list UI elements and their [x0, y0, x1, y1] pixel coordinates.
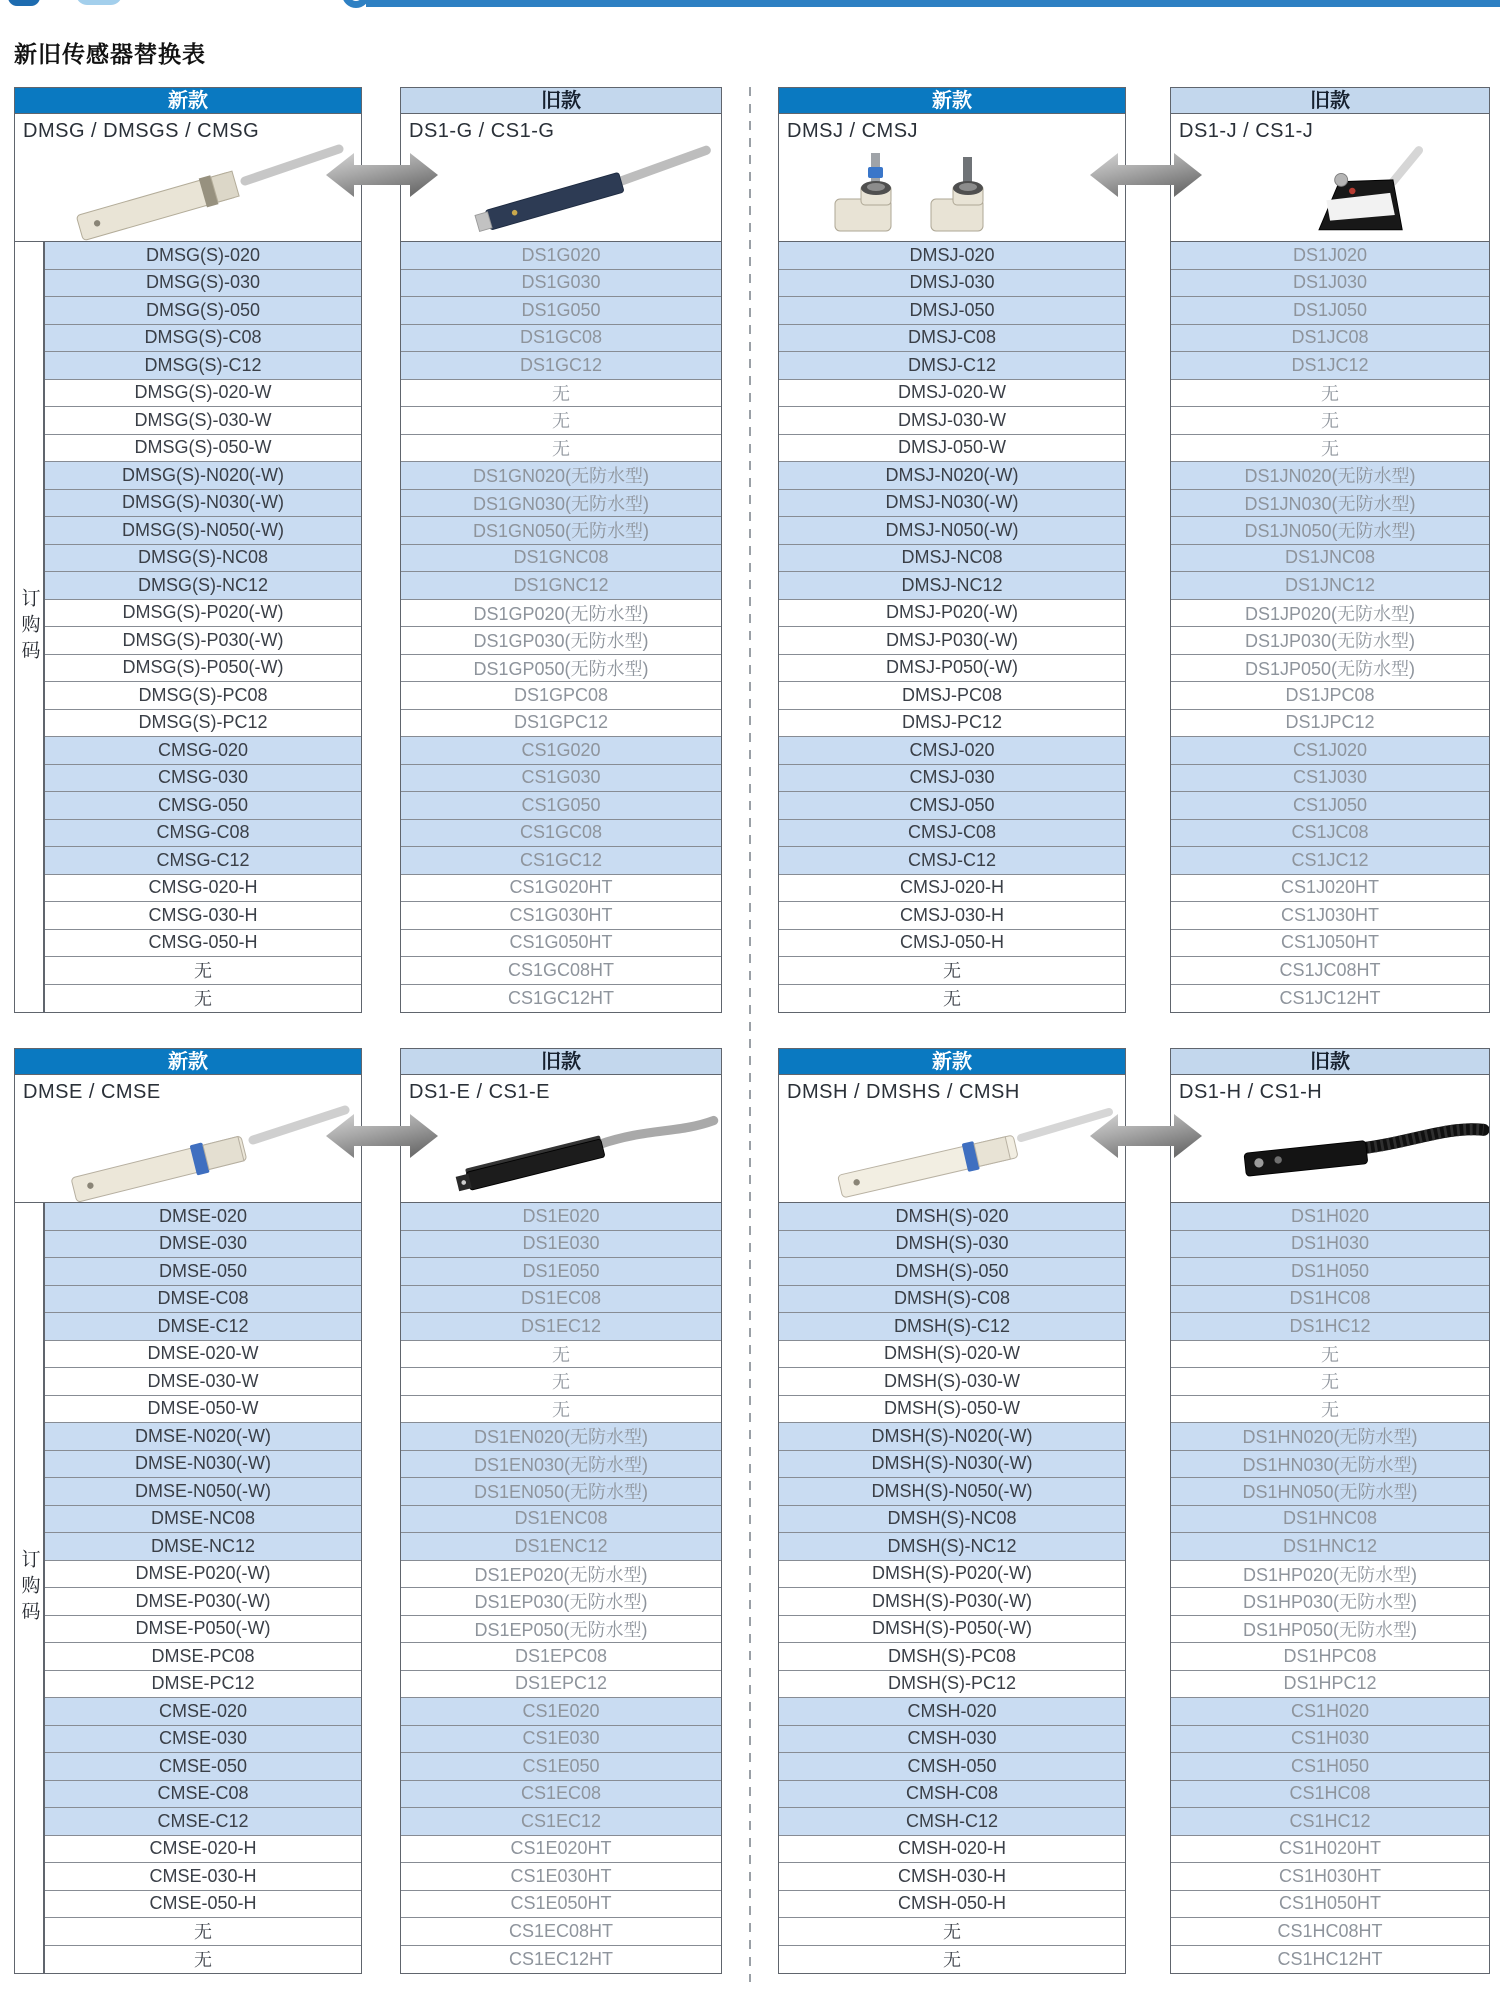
new-model-cell: CMSG-050-H	[45, 930, 361, 958]
new-model-cell: DMSH(S)-PC12	[779, 1671, 1125, 1699]
old-models-label: DS1-E / CS1-E	[409, 1081, 550, 1103]
new-column-header: 新款	[778, 1048, 1126, 1075]
new-model-cell: CMSE-030	[45, 1726, 361, 1754]
old-model-cell: DS1H050	[1171, 1258, 1489, 1286]
old-model-cell: DS1EP050(无防水型)	[401, 1616, 721, 1644]
page-title: 新旧传感器替换表	[14, 41, 206, 67]
new-model-cell: DMSG(S)-050	[45, 297, 361, 325]
old-model-cell: DS1EN030(无防水型)	[401, 1451, 721, 1479]
old-column-header: 旧款	[400, 1048, 722, 1075]
new-model-cell: CMSG-030	[45, 765, 361, 793]
old-models-label: DS1-G / CS1-G	[409, 120, 555, 142]
new-model-cell: CMSG-020	[45, 737, 361, 765]
old-model-cell: 无	[1171, 380, 1489, 408]
old-model-cell: CS1JC08HT	[1171, 957, 1489, 985]
old-model-cell: DS1G050	[401, 297, 721, 325]
old-model-cell: CS1GC12	[401, 847, 721, 875]
new-model-cell: DMSJ-N030(-W)	[779, 490, 1125, 518]
swap-arrow-icon	[1090, 1108, 1202, 1164]
old-model-cell: CS1G020	[401, 737, 721, 765]
old-model-cell: DS1GN020(无防水型)	[401, 462, 721, 490]
new-model-cell: 无	[45, 1946, 361, 1974]
new-model-cell: DMSJ-NC12	[779, 572, 1125, 600]
old-model-cell: DS1HN020(无防水型)	[1171, 1423, 1489, 1451]
new-model-cell: DMSJ-P050(-W)	[779, 655, 1125, 683]
old-model-cell: 无	[401, 1396, 721, 1424]
old-model-cell: CS1EC12HT	[401, 1946, 721, 1974]
old-model-cell: CS1HC12	[1171, 1808, 1489, 1836]
new-model-cell: DMSG(S)-NC08	[45, 545, 361, 573]
new-model-cell: CMSE-050	[45, 1753, 361, 1781]
order-code-label: 订购码	[14, 242, 44, 1013]
old-model-cell: DS1JNC12	[1171, 572, 1489, 600]
old-model-cell: DS1JC08	[1171, 325, 1489, 353]
old-column	[1170, 1048, 1490, 1974]
new-model-cell: CMSH-050-H	[779, 1891, 1125, 1919]
old-model-cell: CS1H050HT	[1171, 1891, 1489, 1919]
new-model-cell: DMSJ-050-W	[779, 435, 1125, 463]
new-column	[778, 87, 1126, 1013]
old-model-cell: DS1JN020(无防水型)	[1171, 462, 1489, 490]
new-model-cell: DMSG(S)-030	[45, 270, 361, 298]
old-model-cell: CS1H030	[1171, 1726, 1489, 1754]
new-model-cell: DMSE-030-W	[45, 1368, 361, 1396]
old-model-cell: CS1G030HT	[401, 902, 721, 930]
new-model-cell: DMSH(S)-PC08	[779, 1643, 1125, 1671]
old-model-cell: DS1JP050(无防水型)	[1171, 655, 1489, 683]
new-model-cell: DMSG(S)-020	[45, 242, 361, 270]
new-model-cell: DMSE-030	[45, 1231, 361, 1259]
dashed-divider	[749, 87, 751, 1982]
old-model-cell: DS1HPC12	[1171, 1671, 1489, 1699]
new-model-cell: CMSH-C12	[779, 1808, 1125, 1836]
new-model-cell: DMSE-P030(-W)	[45, 1588, 361, 1616]
new-model-cell: DMSE-C12	[45, 1313, 361, 1341]
old-model-cell: DS1ENC12	[401, 1533, 721, 1561]
new-model-cell: 无	[779, 1946, 1125, 1974]
top-logo-fragment-light	[76, 0, 122, 5]
old-model-cell: DS1EC08	[401, 1286, 721, 1314]
new-model-cell: DMSG(S)-N020(-W)	[45, 462, 361, 490]
top-blue-bar	[366, 0, 1500, 7]
new-model-cell: DMSE-P050(-W)	[45, 1616, 361, 1644]
new-model-cell: DMSJ-NC08	[779, 545, 1125, 573]
new-model-cell: DMSJ-PC12	[779, 710, 1125, 738]
old-model-cell: CS1J050	[1171, 792, 1489, 820]
new-model-cell: DMSE-PC12	[45, 1671, 361, 1699]
new-model-cell: DMSG(S)-NC12	[45, 572, 361, 600]
new-model-cell: DMSJ-N020(-W)	[779, 462, 1125, 490]
new-model-cell: CMSE-C12	[45, 1808, 361, 1836]
new-model-cell: DMSH(S)-N020(-W)	[779, 1423, 1125, 1451]
new-model-cell: DMSE-NC08	[45, 1506, 361, 1534]
old-model-cell: 无	[1171, 1341, 1489, 1369]
old-model-cell: CS1J030	[1171, 765, 1489, 793]
old-model-cell: DS1E020	[401, 1203, 721, 1231]
new-product-box	[14, 114, 362, 242]
new-model-cell: DMSJ-C08	[779, 325, 1125, 353]
old-model-cell: DS1JPC12	[1171, 710, 1489, 738]
new-model-cell: CMSE-C08	[45, 1781, 361, 1809]
old-rows	[1170, 1203, 1490, 1974]
old-model-cell: CS1JC12	[1171, 847, 1489, 875]
new-model-cell: DMSJ-030	[779, 270, 1125, 298]
new-model-cell: CMSJ-020	[779, 737, 1125, 765]
new-rows	[14, 1203, 362, 1974]
old-model-cell: CS1JC12HT	[1171, 985, 1489, 1013]
new-model-cell: DMSH(S)-P020(-W)	[779, 1561, 1125, 1589]
old-rows	[400, 242, 722, 1013]
new-model-cell: CMSJ-030	[779, 765, 1125, 793]
old-model-cell: 无	[401, 380, 721, 408]
old-model-cell: CS1H050	[1171, 1753, 1489, 1781]
new-product-box	[778, 114, 1126, 242]
old-model-cell: DS1GN030(无防水型)	[401, 490, 721, 518]
new-model-cell: DMSJ-020	[779, 242, 1125, 270]
old-model-cell: DS1GC12	[401, 352, 721, 380]
new-model-cell: DMSE-N030(-W)	[45, 1451, 361, 1479]
new-models-label: DMSH / DMSHS / CMSH	[787, 1081, 1020, 1103]
old-column-header: 旧款	[1170, 87, 1490, 114]
new-model-cell: DMSE-P020(-W)	[45, 1561, 361, 1589]
old-product-box	[1170, 114, 1490, 242]
old-model-cell: CS1E030HT	[401, 1863, 721, 1891]
new-model-cell: CMSE-030-H	[45, 1863, 361, 1891]
old-model-cell: CS1E020	[401, 1698, 721, 1726]
ds1e-sensor-image	[401, 1102, 721, 1202]
swap-arrow-icon	[326, 1108, 438, 1164]
old-model-cell: CS1GC08HT	[401, 957, 721, 985]
new-model-cell: DMSH(S)-P050(-W)	[779, 1616, 1125, 1644]
dmsh-sensor-image	[779, 1102, 1125, 1202]
new-model-cell: DMSH(S)-050-W	[779, 1396, 1125, 1424]
new-model-cell: DMSJ-030-W	[779, 407, 1125, 435]
old-model-cell: DS1HPC08	[1171, 1643, 1489, 1671]
old-model-cell: CS1H020	[1171, 1698, 1489, 1726]
old-product-box	[1170, 1075, 1490, 1203]
new-model-cell: DMSG(S)-PC08	[45, 682, 361, 710]
old-model-cell: CS1E030	[401, 1726, 721, 1754]
swap-arrow-icon	[1090, 147, 1202, 203]
old-model-cell: DS1GP020(无防水型)	[401, 600, 721, 628]
new-model-cell: CMSG-050	[45, 792, 361, 820]
new-model-cell: DMSH(S)-020	[779, 1203, 1125, 1231]
old-model-cell: DS1JP020(无防水型)	[1171, 600, 1489, 628]
new-product-box	[778, 1075, 1126, 1203]
old-model-cell: CS1E050	[401, 1753, 721, 1781]
new-column	[14, 1048, 362, 1974]
new-model-cell: DMSE-050-W	[45, 1396, 361, 1424]
old-model-cell: DS1HNC12	[1171, 1533, 1489, 1561]
new-model-cell: DMSH(S)-P030(-W)	[779, 1588, 1125, 1616]
ds1g-sensor-image	[401, 141, 721, 241]
old-model-cell: DS1EN020(无防水型)	[401, 1423, 721, 1451]
swap-arrow-icon	[326, 147, 438, 203]
old-model-cell: CS1J030HT	[1171, 902, 1489, 930]
old-model-cell: DS1JP030(无防水型)	[1171, 627, 1489, 655]
new-model-cell: CMSE-020	[45, 1698, 361, 1726]
old-model-cell: 无	[1171, 435, 1489, 463]
old-model-cell: DS1HN030(无防水型)	[1171, 1451, 1489, 1479]
old-model-cell: CS1J020HT	[1171, 875, 1489, 903]
new-model-cell: DMSE-PC08	[45, 1643, 361, 1671]
new-model-cell: CMSJ-050-H	[779, 930, 1125, 958]
old-model-cell: DS1GN050(无防水型)	[401, 517, 721, 545]
old-model-cell: DS1G030	[401, 270, 721, 298]
old-model-cell: DS1HC12	[1171, 1313, 1489, 1341]
old-model-cell: 无	[401, 1368, 721, 1396]
old-model-cells	[400, 1203, 722, 1974]
new-column-header: 新款	[778, 87, 1126, 114]
new-model-cell: DMSG(S)-C12	[45, 352, 361, 380]
new-model-cell: DMSJ-020-W	[779, 380, 1125, 408]
old-model-cell: CS1EC12	[401, 1808, 721, 1836]
new-model-cell: CMSH-030	[779, 1726, 1125, 1754]
new-model-cell: 无	[779, 1918, 1125, 1946]
new-model-cell: DMSJ-C12	[779, 352, 1125, 380]
old-model-cell: CS1GC08	[401, 820, 721, 848]
old-model-cell: DS1EP020(无防水型)	[401, 1561, 721, 1589]
new-column	[778, 1048, 1126, 1974]
new-model-cell: DMSE-020	[45, 1203, 361, 1231]
dmsg-sensor-image	[15, 141, 361, 241]
new-model-cells	[44, 1203, 362, 1974]
new-model-cell: CMSE-050-H	[45, 1891, 361, 1919]
new-model-cell: DMSG(S)-C08	[45, 325, 361, 353]
dmse-sensor-image	[15, 1102, 361, 1202]
new-model-cell: CMSG-C12	[45, 847, 361, 875]
new-product-box	[14, 1075, 362, 1203]
new-model-cell: CMSJ-C08	[779, 820, 1125, 848]
new-model-cell: CMSJ-050	[779, 792, 1125, 820]
old-model-cell: DS1HC08	[1171, 1286, 1489, 1314]
new-model-cell: DMSH(S)-C12	[779, 1313, 1125, 1341]
new-model-cell: DMSH(S)-020-W	[779, 1341, 1125, 1369]
new-model-cell: DMSG(S)-020-W	[45, 380, 361, 408]
old-column-header: 旧款	[1170, 1048, 1490, 1075]
old-model-cell: 无	[1171, 1368, 1489, 1396]
old-model-cell: DS1GPC12	[401, 710, 721, 738]
old-model-cell: CS1HC12HT	[1171, 1946, 1489, 1974]
new-model-cell: DMSH(S)-030-W	[779, 1368, 1125, 1396]
old-column-header: 旧款	[400, 87, 722, 114]
new-model-cell: CMSJ-C12	[779, 847, 1125, 875]
old-model-cell: DS1EP030(无防水型)	[401, 1588, 721, 1616]
old-model-cell: CS1HC08	[1171, 1781, 1489, 1809]
old-model-cells	[1170, 242, 1490, 1013]
new-model-cell: CMSE-020-H	[45, 1836, 361, 1864]
old-model-cells	[1170, 1203, 1490, 1974]
new-model-cell: CMSH-030-H	[779, 1863, 1125, 1891]
top-logo-fragment	[8, 0, 40, 6]
new-model-cells	[778, 1203, 1126, 1974]
new-model-cell: DMSE-N020(-W)	[45, 1423, 361, 1451]
old-model-cell: DS1GP050(无防水型)	[401, 655, 721, 683]
new-model-cell: 无	[779, 985, 1125, 1013]
old-model-cell: DS1G020	[401, 242, 721, 270]
old-product-box	[400, 114, 722, 242]
new-rows	[778, 1203, 1126, 1974]
old-model-cell: DS1JNC08	[1171, 545, 1489, 573]
new-model-cell: CMSH-C08	[779, 1781, 1125, 1809]
new-model-cell: DMSE-N050(-W)	[45, 1478, 361, 1506]
old-model-cell: DS1J030	[1171, 270, 1489, 298]
new-model-cell: DMSH(S)-NC08	[779, 1506, 1125, 1534]
old-model-cell: CS1G050HT	[401, 930, 721, 958]
old-model-cell: CS1H020HT	[1171, 1836, 1489, 1864]
new-model-cell: DMSJ-P030(-W)	[779, 627, 1125, 655]
new-models-label: DMSE / CMSE	[23, 1081, 161, 1103]
old-model-cell: DS1EPC08	[401, 1643, 721, 1671]
new-model-cell: DMSG(S)-N050(-W)	[45, 517, 361, 545]
new-model-cell: CMSH-020-H	[779, 1836, 1125, 1864]
old-model-cell: DS1HP020(无防水型)	[1171, 1561, 1489, 1589]
new-model-cells	[778, 242, 1126, 1013]
old-model-cell: CS1G030	[401, 765, 721, 793]
old-model-cell: CS1G020HT	[401, 875, 721, 903]
old-model-cell: DS1E030	[401, 1231, 721, 1259]
ds1j-sensor-image	[1171, 141, 1490, 241]
old-model-cell: DS1GC08	[401, 325, 721, 353]
new-column	[14, 87, 362, 1013]
old-model-cell: CS1E050HT	[401, 1891, 721, 1919]
old-model-cell: DS1HP030(无防水型)	[1171, 1588, 1489, 1616]
old-model-cell: CS1H030HT	[1171, 1863, 1489, 1891]
old-model-cell: DS1GPC08	[401, 682, 721, 710]
ds1h-sensor-image	[1171, 1102, 1490, 1202]
old-model-cell: DS1EC12	[401, 1313, 721, 1341]
old-model-cell: DS1GNC08	[401, 545, 721, 573]
new-model-cell: 无	[45, 1918, 361, 1946]
old-model-cell: DS1HP050(无防水型)	[1171, 1616, 1489, 1644]
new-model-cell: DMSE-C08	[45, 1286, 361, 1314]
new-model-cell: DMSG(S)-050-W	[45, 435, 361, 463]
new-model-cell: CMSG-020-H	[45, 875, 361, 903]
old-model-cell: 无	[401, 1341, 721, 1369]
old-model-cell: DS1GP030(无防水型)	[401, 627, 721, 655]
new-model-cell: DMSG(S)-030-W	[45, 407, 361, 435]
new-column-header: 新款	[14, 1048, 362, 1075]
old-model-cell: DS1HNC08	[1171, 1506, 1489, 1534]
order-code-label: 订购码	[14, 1203, 44, 1974]
old-model-cell: CS1EC08HT	[401, 1918, 721, 1946]
new-model-cell: DMSH(S)-050	[779, 1258, 1125, 1286]
old-model-cell: CS1J050HT	[1171, 930, 1489, 958]
old-model-cell: CS1G050	[401, 792, 721, 820]
new-model-cell: 无	[779, 957, 1125, 985]
new-models-label: DMSG / DMSGS / CMSG	[23, 120, 260, 142]
old-model-cell: DS1H030	[1171, 1231, 1489, 1259]
old-model-cell: DS1EPC12	[401, 1671, 721, 1699]
old-model-cell: DS1J050	[1171, 297, 1489, 325]
new-model-cell: DMSE-050	[45, 1258, 361, 1286]
new-model-cells	[44, 242, 362, 1013]
old-model-cell: DS1JC12	[1171, 352, 1489, 380]
new-model-cell: DMSH(S)-030	[779, 1231, 1125, 1259]
old-models-label: DS1-H / CS1-H	[1179, 1081, 1323, 1103]
old-model-cell: CS1J020	[1171, 737, 1489, 765]
old-model-cell: DS1GNC12	[401, 572, 721, 600]
old-model-cell: DS1E050	[401, 1258, 721, 1286]
old-model-cell: CS1JC08	[1171, 820, 1489, 848]
old-model-cell: DS1JPC08	[1171, 682, 1489, 710]
new-model-cell: DMSJ-N050(-W)	[779, 517, 1125, 545]
new-model-cell: 无	[45, 957, 361, 985]
old-model-cell: CS1E020HT	[401, 1836, 721, 1864]
new-model-cell: 无	[45, 985, 361, 1013]
new-rows	[778, 242, 1126, 1013]
old-rows	[1170, 242, 1490, 1013]
old-model-cell: 无	[401, 435, 721, 463]
old-model-cell: CS1GC12HT	[401, 985, 721, 1013]
new-model-cell: DMSG(S)-P030(-W)	[45, 627, 361, 655]
new-model-cell: DMSJ-050	[779, 297, 1125, 325]
new-model-cell: DMSG(S)-N030(-W)	[45, 490, 361, 518]
old-model-cell: DS1JN030(无防水型)	[1171, 490, 1489, 518]
new-model-cell: DMSH(S)-N030(-W)	[779, 1451, 1125, 1479]
old-model-cell: DS1H020	[1171, 1203, 1489, 1231]
old-column	[400, 87, 722, 1013]
old-model-cell: DS1JN050(无防水型)	[1171, 517, 1489, 545]
old-model-cell: DS1HN050(无防水型)	[1171, 1478, 1489, 1506]
new-model-cell: CMSH-050	[779, 1753, 1125, 1781]
old-model-cell: DS1J020	[1171, 242, 1489, 270]
old-model-cell: DS1EN050(无防水型)	[401, 1478, 721, 1506]
new-model-cell: CMSG-C08	[45, 820, 361, 848]
new-model-cell: CMSJ-020-H	[779, 875, 1125, 903]
old-model-cell: 无	[1171, 407, 1489, 435]
new-model-cell: CMSH-020	[779, 1698, 1125, 1726]
dmsj-sensor-image	[779, 141, 1125, 241]
old-model-cells	[400, 242, 722, 1013]
new-model-cell: DMSE-NC12	[45, 1533, 361, 1561]
new-model-cell: DMSG(S)-P020(-W)	[45, 600, 361, 628]
new-model-cell: DMSJ-PC08	[779, 682, 1125, 710]
old-model-cell: 无	[1171, 1396, 1489, 1424]
old-model-cell: DS1ENC08	[401, 1506, 721, 1534]
new-model-cell: DMSH(S)-N050(-W)	[779, 1478, 1125, 1506]
new-model-cell: DMSE-020-W	[45, 1341, 361, 1369]
old-column	[1170, 87, 1490, 1013]
old-model-cell: 无	[401, 407, 721, 435]
old-rows	[400, 1203, 722, 1974]
new-model-cell: DMSH(S)-C08	[779, 1286, 1125, 1314]
new-model-cell: CMSG-030-H	[45, 902, 361, 930]
new-column-header: 新款	[14, 87, 362, 114]
new-model-cell: DMSJ-P020(-W)	[779, 600, 1125, 628]
old-model-cell: CS1HC08HT	[1171, 1918, 1489, 1946]
old-product-box	[400, 1075, 722, 1203]
new-model-cell: CMSJ-030-H	[779, 902, 1125, 930]
old-model-cell: CS1EC08	[401, 1781, 721, 1809]
new-rows	[14, 242, 362, 1013]
old-models-label: DS1-J / CS1-J	[1179, 120, 1314, 142]
new-models-label: DMSJ / CMSJ	[787, 120, 919, 142]
old-column	[400, 1048, 722, 1974]
new-model-cell: DMSH(S)-NC12	[779, 1533, 1125, 1561]
new-model-cell: DMSG(S)-PC12	[45, 710, 361, 738]
new-model-cell: DMSG(S)-P050(-W)	[45, 655, 361, 683]
